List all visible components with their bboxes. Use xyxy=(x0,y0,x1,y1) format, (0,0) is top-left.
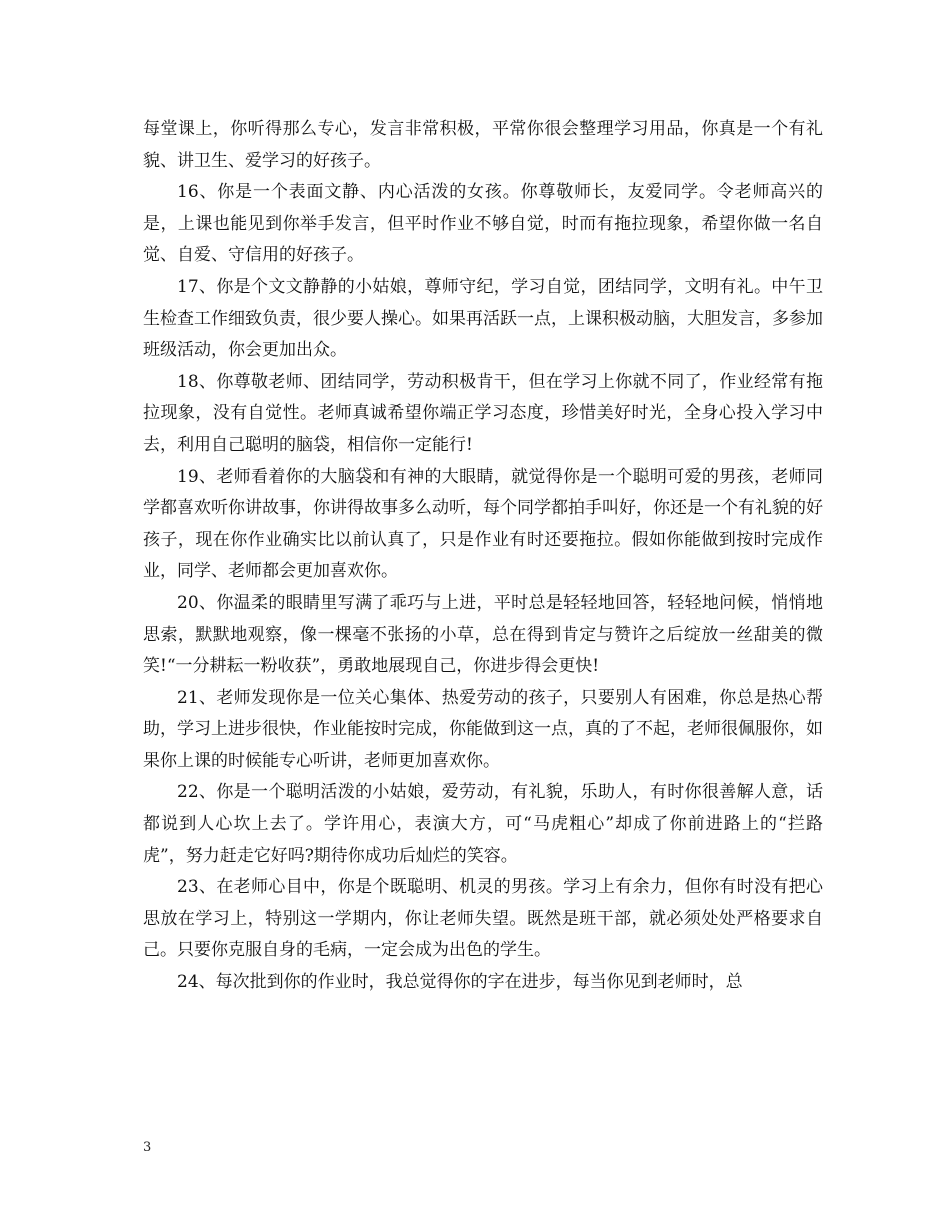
paragraph-16: 16、你是一个表面文静、内心活泼的女孩。你尊敬师长，友爱同学。令老师高兴的是，上课也能见到你举手发言，但平时作业不够自觉，时而有拖拉现象，希望你做一名自觉、自爱、守信用的好孩子。 xyxy=(143,182,823,266)
paragraph-17: 17、你是个文文静静的小姑娘，尊师守纪，学习自觉，团结同学，文明有礼。中午卫生检查工作细致负责，很少要人操心。如果再活跃一点，上课积极动脑，大胆发言，多参加班级活动，你会更加出众。 xyxy=(143,276,823,361)
paragraph-24: 24、每次批到你的作业时，我总觉得你的字在进步，每当你见到老师时，总 xyxy=(177,972,743,993)
paragraph-23: 23、在老师心目中，你是个既聪明、机灵的男孩。学习上有余力，但你有时没有把心思放在学习上，特别这一学期内，你让老师失望。既然是班干部，就必须处处严格要求自己。只要你克服自身的毛病，一定会成为出色的学生。 xyxy=(143,877,823,961)
page-number: 3 xyxy=(143,1140,152,1155)
paragraph-22: 22、你是一个聪明活泼的小姑娘，爱劳动，有礼貌，乐助人，有时你很善解人意，话都说到人心坎上去了。学许用心，表演大方，可“马虎粗心”却成了你前进路上的“拦路虎”，努力赶走它好吗?期待你成功后灿烂的笑容。 xyxy=(143,782,823,866)
document-body xyxy=(143,114,823,999)
paragraph-18: 18、你尊敬老师、团结同学，劳动积极肯干，但在学习上你就不同了，作业经常有拖拉现象，没有自觉性。老师真诚希望你端正学习态度，珍惜美好时光，全身心投入学习中去，利用自己聪明的脑袋，相信你一定能行! xyxy=(143,371,823,455)
paragraph-19: 19、老师看着你的大脑袋和有神的大眼睛，就觉得你是一个聪明可爱的男孩，老师同学都喜欢听你讲故事，你讲得故事多么动听，每个同学都拍手叫好，你还是一个有礼貌的好孩子，现在你作业确实比以前认真了，只是作业有时还要拖拉。假如你能做到按时完成作业，同学、老师都会更加喜欢你。 xyxy=(143,466,823,582)
paragraph-20: 20、你温柔的眼睛里写满了乖巧与上进，平时总是轻轻地回答，轻轻地问候，悄悄地思索，默默地观察，像一棵毫不张扬的小草，总在得到肯定与赞许之后绽放一丝甜美的微笑!“一分耕耘一粉收获”，勇敢地展现自己，你进步得会更快! xyxy=(143,592,823,677)
paragraph-21: 21、老师发现你是一位关心集体、热爱劳动的孩子，只要别人有困难，你总是热心帮助，学习上进步很快，作业能按时完成，你能做到这一点，真的了不起，老师很佩服你，如果你上课的时候能专心听讲，老师更加喜欢你。 xyxy=(143,687,823,771)
paragraph-continuation: 每堂课上，你听得那么专心，发言非常积极，平常你很会整理学习用品，你真是一个有礼貌、讲卫生、爱学习的好孩子。 xyxy=(143,119,823,171)
